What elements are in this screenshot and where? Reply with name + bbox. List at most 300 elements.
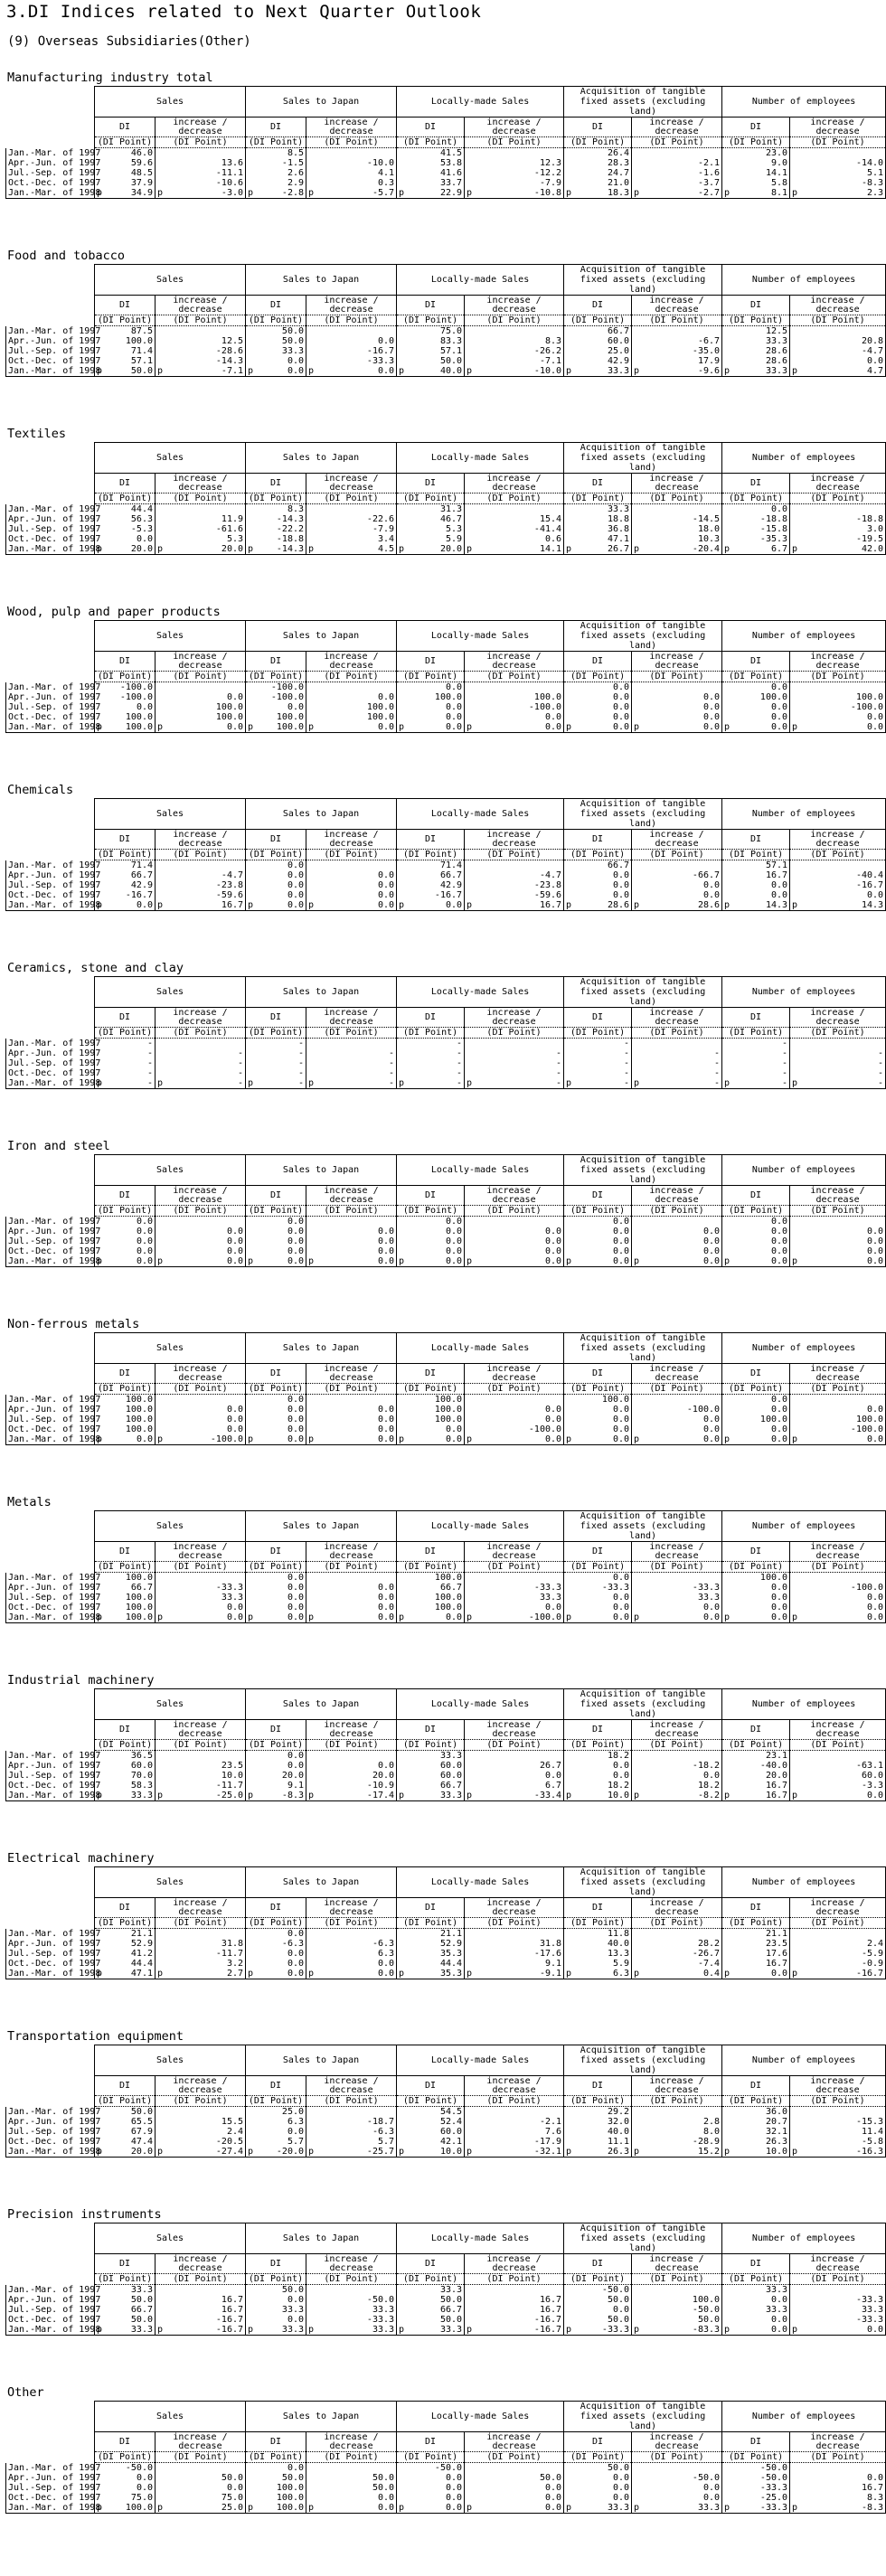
change-value: -19.5 bbox=[790, 534, 886, 544]
period-label: Oct.-Dec. of 1997 bbox=[6, 1781, 95, 1791]
change-value: -17.9 bbox=[465, 2137, 564, 2147]
change-column-header: increase / decrease bbox=[632, 1720, 722, 1740]
period-label: Jan.-Mar. of 1997 bbox=[6, 1751, 95, 1762]
di-column-header: DI bbox=[564, 2254, 632, 2274]
di-value: -100.0 bbox=[246, 682, 306, 693]
change-value bbox=[306, 1039, 397, 1049]
change-column-header: increase / decrease bbox=[632, 1542, 722, 1562]
change-value: 0.0 bbox=[632, 1415, 722, 1424]
change-value: p 0.0 bbox=[306, 722, 397, 733]
di-column-header: DI bbox=[722, 2254, 790, 2274]
di-value: p 100.0 bbox=[246, 722, 306, 733]
change-value bbox=[632, 2285, 722, 2296]
column-group-header: Number of employees bbox=[722, 621, 886, 652]
change-value: p 33.3 bbox=[632, 2503, 722, 2514]
change-value: -7.9 bbox=[306, 524, 397, 534]
di-value: 20.0 bbox=[246, 1771, 306, 1781]
di-value: 60.0 bbox=[397, 2127, 465, 2137]
di-value: 21.1 bbox=[722, 1929, 790, 1940]
di-column-header: DI bbox=[246, 118, 306, 137]
column-group-header: Acquisition of tangible fixed assets (excluding land) bbox=[564, 799, 722, 830]
column-group-header: Acquisition of tangible fixed assets (excluding land) bbox=[564, 1155, 722, 1186]
di-value: 16.7 bbox=[722, 1959, 790, 1969]
change-value bbox=[465, 2463, 564, 2474]
di-value: 66.7 bbox=[397, 870, 465, 880]
di-column-header: DI bbox=[564, 2076, 632, 2096]
change-column-header: increase / decrease bbox=[465, 1542, 564, 1562]
di-value: 12.5 bbox=[722, 326, 790, 337]
unit-label: (DI Point) bbox=[632, 1384, 722, 1395]
unit-label: (DI Point) bbox=[722, 1918, 790, 1929]
change-column-header: increase / decrease bbox=[465, 830, 564, 850]
change-value: p 0.0 bbox=[790, 1434, 886, 1445]
di-value: 13.3 bbox=[564, 1949, 632, 1959]
change-value: 0.0 bbox=[156, 692, 246, 702]
table-row bbox=[6, 1217, 886, 1227]
di-column-header: DI bbox=[95, 1186, 156, 1206]
column-group-header: Acquisition of tangible fixed assets (excluding land) bbox=[564, 87, 722, 118]
column-group-header: Sales to Japan bbox=[246, 2402, 397, 2432]
di-value: 33.3 bbox=[397, 2285, 465, 2296]
period-label: Jul.-Sep. of 1997 bbox=[6, 1771, 95, 1781]
di-value: - bbox=[722, 1039, 790, 1049]
change-value bbox=[790, 2463, 886, 2474]
change-value: - bbox=[465, 1068, 564, 1078]
change-value: 0.0 bbox=[465, 1405, 564, 1415]
change-value: p 0.0 bbox=[632, 1612, 722, 1623]
unit-label: (DI Point) bbox=[246, 137, 306, 148]
di-value: - bbox=[722, 1058, 790, 1068]
di-value: 0.0 bbox=[564, 890, 632, 900]
unit-label: (DI Point) bbox=[306, 1918, 397, 1929]
change-value: 0.0 bbox=[306, 2493, 397, 2503]
unit-label: (DI Point) bbox=[397, 1740, 465, 1751]
change-column-header: increase / decrease bbox=[632, 1364, 722, 1384]
unit-label: (DI Point) bbox=[465, 850, 564, 860]
period-label: Jan.-Mar. of 1997 bbox=[6, 326, 95, 337]
change-value: p 0.0 bbox=[790, 1791, 886, 1801]
di-value: 24.7 bbox=[564, 168, 632, 178]
unit-label: (DI Point) bbox=[246, 2096, 306, 2107]
change-value: -63.1 bbox=[790, 1761, 886, 1771]
change-value: 60.0 bbox=[790, 1771, 886, 1781]
unit-label: (DI Point) bbox=[306, 1206, 397, 1217]
period-label: Jan.-Mar. of 1997 bbox=[6, 1395, 95, 1406]
di-column-header: DI bbox=[722, 1364, 790, 1384]
change-value: p 0.0 bbox=[306, 366, 397, 377]
change-value: 0.0 bbox=[465, 1771, 564, 1781]
unit-label: (DI Point) bbox=[397, 1562, 465, 1573]
table-row bbox=[6, 1424, 886, 1434]
change-value bbox=[632, 2107, 722, 2118]
unit-label: (DI Point) bbox=[306, 672, 397, 682]
di-value: p -33.3 bbox=[564, 2325, 632, 2336]
section-title: Other bbox=[7, 2385, 44, 2400]
unit-label: (DI Point) bbox=[722, 1562, 790, 1573]
di-value: 66.7 bbox=[564, 860, 632, 871]
di-column-header: DI bbox=[722, 1008, 790, 1028]
change-value: 0.0 bbox=[632, 702, 722, 712]
table-row bbox=[6, 682, 886, 693]
di-value: 100.0 bbox=[95, 712, 156, 722]
change-value: 0.0 bbox=[306, 1227, 397, 1236]
unit-label: (DI Point) bbox=[722, 2096, 790, 2107]
di-value: 25.0 bbox=[564, 346, 632, 356]
change-value: -100.0 bbox=[790, 702, 886, 712]
change-value: -4.7 bbox=[156, 870, 246, 880]
table-row bbox=[6, 2483, 886, 2493]
change-value: -100.0 bbox=[465, 702, 564, 712]
unit-label: (DI Point) bbox=[632, 1206, 722, 1217]
change-value bbox=[306, 148, 397, 159]
di-column-header: DI bbox=[722, 1542, 790, 1562]
di-value: 0.0 bbox=[722, 712, 790, 722]
change-value: 0.0 bbox=[790, 1405, 886, 1415]
change-value: -2.1 bbox=[632, 158, 722, 168]
period-label: Apr.-Jun. of 1997 bbox=[6, 1227, 95, 1236]
change-value: -50.0 bbox=[632, 2473, 722, 2483]
di-value: 0.0 bbox=[722, 1227, 790, 1236]
di-value: p 0.0 bbox=[397, 1612, 465, 1623]
period-label: Apr.-Jun. of 1997 bbox=[6, 2117, 95, 2127]
change-value bbox=[306, 1573, 397, 1584]
unit-label: (DI Point) bbox=[246, 850, 306, 860]
change-value: 2.8 bbox=[632, 2117, 722, 2127]
table-row bbox=[6, 2463, 886, 2474]
di-value: 0.0 bbox=[564, 2305, 632, 2315]
di-column-header: DI bbox=[246, 1720, 306, 1740]
unit-label: (DI Point) bbox=[156, 494, 246, 504]
di-value: 52.9 bbox=[397, 1939, 465, 1949]
di-value: 36.0 bbox=[722, 2107, 790, 2118]
di-value: 66.7 bbox=[397, 1583, 465, 1593]
change-value: p 0.0 bbox=[465, 722, 564, 733]
table-row bbox=[6, 188, 886, 199]
di-column-header: DI bbox=[722, 1898, 790, 1918]
change-column-header: increase / decrease bbox=[465, 474, 564, 494]
change-value: 0.6 bbox=[465, 534, 564, 544]
unit-label: (DI Point) bbox=[790, 315, 886, 326]
unit-label: (DI Point) bbox=[790, 137, 886, 148]
unit-label: (DI Point) bbox=[306, 315, 397, 326]
di-value: p 0.0 bbox=[722, 1612, 790, 1623]
period-label: Oct.-Dec. of 1997 bbox=[6, 1959, 95, 1969]
change-value bbox=[632, 682, 722, 693]
di-value: p - bbox=[95, 1078, 156, 1089]
table-row bbox=[6, 1227, 886, 1236]
change-value bbox=[156, 1395, 246, 1406]
di-value: p 6.7 bbox=[722, 544, 790, 555]
change-value: p 2.3 bbox=[790, 188, 886, 199]
unit-label: (DI Point) bbox=[564, 2096, 632, 2107]
change-value: 13.6 bbox=[156, 158, 246, 168]
di-column-header: DI bbox=[397, 118, 465, 137]
change-value: 0.0 bbox=[632, 890, 722, 900]
unit-label: (DI Point) bbox=[246, 1206, 306, 1217]
di-value: 65.5 bbox=[95, 2117, 156, 2127]
period-label: Jan.-Mar. of 1997 bbox=[6, 1573, 95, 1584]
di-value: p 18.3 bbox=[564, 188, 632, 199]
di-value: 0.0 bbox=[246, 860, 306, 871]
di-value: 100.0 bbox=[95, 1405, 156, 1415]
di-value: p 0.0 bbox=[95, 1434, 156, 1445]
change-value: p -16.7 bbox=[790, 1969, 886, 1979]
change-value: -18.2 bbox=[632, 1761, 722, 1771]
change-column-header: increase / decrease bbox=[790, 2432, 886, 2452]
indices-table bbox=[5, 2401, 886, 2514]
change-value: 8.0 bbox=[632, 2127, 722, 2137]
table-row bbox=[6, 1603, 886, 1612]
di-value: 33.3 bbox=[564, 504, 632, 515]
change-value bbox=[632, 860, 722, 871]
change-value: p -8.3 bbox=[790, 2503, 886, 2514]
change-value: 100.0 bbox=[465, 692, 564, 702]
change-value: 0.0 bbox=[156, 1246, 246, 1256]
column-group-header: Sales to Japan bbox=[246, 1867, 397, 1898]
change-value: 15.5 bbox=[156, 2117, 246, 2127]
di-value: 33.3 bbox=[246, 2305, 306, 2315]
unit-label: (DI Point) bbox=[564, 1384, 632, 1395]
unit-label: (DI Point) bbox=[632, 2096, 722, 2107]
section-title: Industrial machinery bbox=[7, 1673, 155, 1688]
di-column-header: DI bbox=[95, 2254, 156, 2274]
di-column-header: DI bbox=[397, 2254, 465, 2274]
unit-label: (DI Point) bbox=[632, 494, 722, 504]
change-value bbox=[465, 1395, 564, 1406]
table-row bbox=[6, 1583, 886, 1593]
change-value: 100.0 bbox=[790, 692, 886, 702]
unit-label: (DI Point) bbox=[564, 315, 632, 326]
di-value: 0.0 bbox=[722, 1236, 790, 1246]
unit-label: (DI Point) bbox=[632, 672, 722, 682]
di-value: 28.3 bbox=[564, 158, 632, 168]
period-label: Jul.-Sep. of 1997 bbox=[6, 524, 95, 534]
change-value: -6.7 bbox=[632, 336, 722, 346]
change-column-header: increase / decrease bbox=[790, 118, 886, 137]
column-group-header: Sales to Japan bbox=[246, 1155, 397, 1186]
change-value: -33.3 bbox=[156, 1583, 246, 1593]
change-value: 0.0 bbox=[465, 1603, 564, 1612]
table-row bbox=[6, 1415, 886, 1424]
di-column-header: DI bbox=[397, 2432, 465, 2452]
unit-label: (DI Point) bbox=[465, 2274, 564, 2285]
di-value: 0.0 bbox=[564, 1246, 632, 1256]
di-value: 100.0 bbox=[95, 1395, 156, 1406]
change-value: 10.0 bbox=[156, 1771, 246, 1781]
di-value: 0.0 bbox=[722, 890, 790, 900]
unit-label: (DI Point) bbox=[465, 1206, 564, 1217]
unit-label: (DI Point) bbox=[306, 2096, 397, 2107]
change-value bbox=[306, 504, 397, 515]
unit-label: (DI Point) bbox=[790, 1384, 886, 1395]
di-value: p 33.3 bbox=[95, 1791, 156, 1801]
di-value: p 50.0 bbox=[95, 366, 156, 377]
change-value: 0.0 bbox=[465, 2483, 564, 2493]
di-value: 5.9 bbox=[397, 534, 465, 544]
unit-label: (DI Point) bbox=[306, 2274, 397, 2285]
change-value: -0.9 bbox=[790, 1959, 886, 1969]
change-value bbox=[790, 1929, 886, 1940]
change-value bbox=[156, 682, 246, 693]
di-value: 0.0 bbox=[246, 2295, 306, 2305]
change-value: 12.3 bbox=[465, 158, 564, 168]
unit-label: (DI Point) bbox=[790, 1028, 886, 1039]
indices-table bbox=[5, 442, 886, 555]
column-group-header: Sales to Japan bbox=[246, 1333, 397, 1364]
di-value: 71.4 bbox=[95, 860, 156, 871]
di-value: - bbox=[246, 1048, 306, 1058]
change-column-header: increase / decrease bbox=[790, 1186, 886, 1206]
di-value: 0.0 bbox=[722, 1603, 790, 1612]
indices-table bbox=[5, 976, 886, 1089]
change-value: -10.9 bbox=[306, 1781, 397, 1791]
change-value: 50.0 bbox=[632, 2315, 722, 2325]
change-value: 6.3 bbox=[306, 1949, 397, 1959]
table-row bbox=[6, 346, 886, 356]
change-value bbox=[156, 1217, 246, 1227]
change-value: -5.9 bbox=[790, 1949, 886, 1959]
change-value: -6.3 bbox=[306, 2127, 397, 2137]
di-value: - bbox=[564, 1048, 632, 1058]
change-value: p 0.0 bbox=[632, 1256, 722, 1267]
change-value: 5.1 bbox=[790, 168, 886, 178]
di-value: 0.0 bbox=[722, 1583, 790, 1593]
page-title: 3.DI Indices related to Next Quarter Outlook bbox=[6, 2, 482, 22]
unit-label: (DI Point) bbox=[790, 2096, 886, 2107]
period-label: Oct.-Dec. of 1997 bbox=[6, 2137, 95, 2147]
di-value: 0.0 bbox=[246, 880, 306, 890]
di-value: 23.0 bbox=[722, 148, 790, 159]
change-value: 10.3 bbox=[632, 534, 722, 544]
table-row bbox=[6, 2295, 886, 2305]
di-column-header: DI bbox=[246, 1008, 306, 1028]
di-column-header: DI bbox=[95, 296, 156, 315]
di-value: 16.7 bbox=[722, 870, 790, 880]
change-value: 28.2 bbox=[632, 1939, 722, 1949]
change-value: 16.7 bbox=[790, 2483, 886, 2493]
table-row bbox=[6, 366, 886, 377]
change-column-header: increase / decrease bbox=[306, 296, 397, 315]
di-value: p -2.8 bbox=[246, 188, 306, 199]
section-title: Chemicals bbox=[7, 783, 74, 797]
unit-label: (DI Point) bbox=[95, 2274, 156, 2285]
di-column-header: DI bbox=[246, 1186, 306, 1206]
di-value: 50.0 bbox=[564, 2463, 632, 2474]
di-value: - bbox=[564, 1068, 632, 1078]
period-label: Jan.-Mar. of 1997 bbox=[6, 1929, 95, 1940]
change-column-header: increase / decrease bbox=[156, 2254, 246, 2274]
table-row bbox=[6, 1058, 886, 1068]
unit-label: (DI Point) bbox=[790, 494, 886, 504]
di-value: 0.0 bbox=[722, 702, 790, 712]
indices-table bbox=[5, 264, 886, 377]
table-row bbox=[6, 1969, 886, 1979]
di-value: -16.7 bbox=[397, 890, 465, 900]
di-column-header: DI bbox=[246, 2432, 306, 2452]
change-value: 75.0 bbox=[156, 2493, 246, 2503]
period-label: Jul.-Sep. of 1997 bbox=[6, 880, 95, 890]
change-value: -16.7 bbox=[790, 880, 886, 890]
change-value: -7.1 bbox=[465, 356, 564, 366]
di-column-header: DI bbox=[246, 2254, 306, 2274]
change-value bbox=[632, 326, 722, 337]
di-value: 100.0 bbox=[722, 1415, 790, 1424]
table-row bbox=[6, 2325, 886, 2336]
di-value: 100.0 bbox=[95, 1415, 156, 1424]
unit-label: (DI Point) bbox=[722, 2452, 790, 2463]
change-value bbox=[465, 860, 564, 871]
column-group-header: Sales bbox=[95, 265, 246, 296]
di-value: 44.4 bbox=[95, 1959, 156, 1969]
di-value: p 0.0 bbox=[246, 366, 306, 377]
change-column-header: increase / decrease bbox=[156, 1008, 246, 1028]
di-value: 29.2 bbox=[564, 2107, 632, 2118]
change-column-header: increase / decrease bbox=[465, 2432, 564, 2452]
period-label: Oct.-Dec. of 1997 bbox=[6, 356, 95, 366]
di-value: - bbox=[722, 1068, 790, 1078]
column-group-header: Number of employees bbox=[722, 1333, 886, 1364]
table-row bbox=[6, 1573, 886, 1584]
table-row bbox=[6, 1771, 886, 1781]
unit-label: (DI Point) bbox=[790, 1206, 886, 1217]
change-value: -28.9 bbox=[632, 2137, 722, 2147]
change-value bbox=[156, 1929, 246, 1940]
table-row bbox=[6, 2147, 886, 2158]
unit-label: (DI Point) bbox=[632, 850, 722, 860]
unit-label: (DI Point) bbox=[465, 494, 564, 504]
di-value: p - bbox=[564, 1078, 632, 1089]
column-group-header: Locally-made Sales bbox=[397, 443, 564, 474]
di-column-header: DI bbox=[246, 2076, 306, 2096]
period-label: Apr.-Jun. of 1997 bbox=[6, 692, 95, 702]
period-label: Oct.-Dec. of 1997 bbox=[6, 1603, 95, 1612]
di-column-header: DI bbox=[95, 1008, 156, 1028]
change-value bbox=[632, 2463, 722, 2474]
change-value: 33.3 bbox=[632, 1593, 722, 1603]
change-value: 0.0 bbox=[632, 1236, 722, 1246]
change-value bbox=[465, 2285, 564, 2296]
change-value: 100.0 bbox=[790, 1415, 886, 1424]
di-value: 2.9 bbox=[246, 178, 306, 188]
period-label: Jan.-Mar. of 1997 bbox=[6, 504, 95, 515]
change-column-header: increase / decrease bbox=[156, 830, 246, 850]
change-value: 50.0 bbox=[465, 2473, 564, 2483]
unit-label: (DI Point) bbox=[156, 850, 246, 860]
change-value: p 0.0 bbox=[156, 1256, 246, 1267]
change-value: p -5.7 bbox=[306, 188, 397, 199]
di-value: 5.7 bbox=[246, 2137, 306, 2147]
change-column-header: increase / decrease bbox=[156, 2432, 246, 2452]
unit-label: (DI Point) bbox=[397, 1206, 465, 1217]
table-row bbox=[6, 1751, 886, 1762]
unit-label: (DI Point) bbox=[564, 1740, 632, 1751]
di-value: 0.0 bbox=[564, 1761, 632, 1771]
change-value: p -27.4 bbox=[156, 2147, 246, 2158]
di-value: 28.6 bbox=[722, 346, 790, 356]
change-value bbox=[465, 2107, 564, 2118]
di-value: 66.7 bbox=[397, 1781, 465, 1791]
change-value: 20.0 bbox=[306, 1771, 397, 1781]
indices-table bbox=[5, 620, 886, 733]
change-value: -7.4 bbox=[632, 1959, 722, 1969]
change-value bbox=[790, 1751, 886, 1762]
di-value: 60.0 bbox=[397, 1761, 465, 1771]
unit-label: (DI Point) bbox=[156, 1384, 246, 1395]
change-value bbox=[156, 2285, 246, 2296]
di-value: 36.8 bbox=[564, 524, 632, 534]
change-value bbox=[632, 1751, 722, 1762]
change-value bbox=[156, 2107, 246, 2118]
